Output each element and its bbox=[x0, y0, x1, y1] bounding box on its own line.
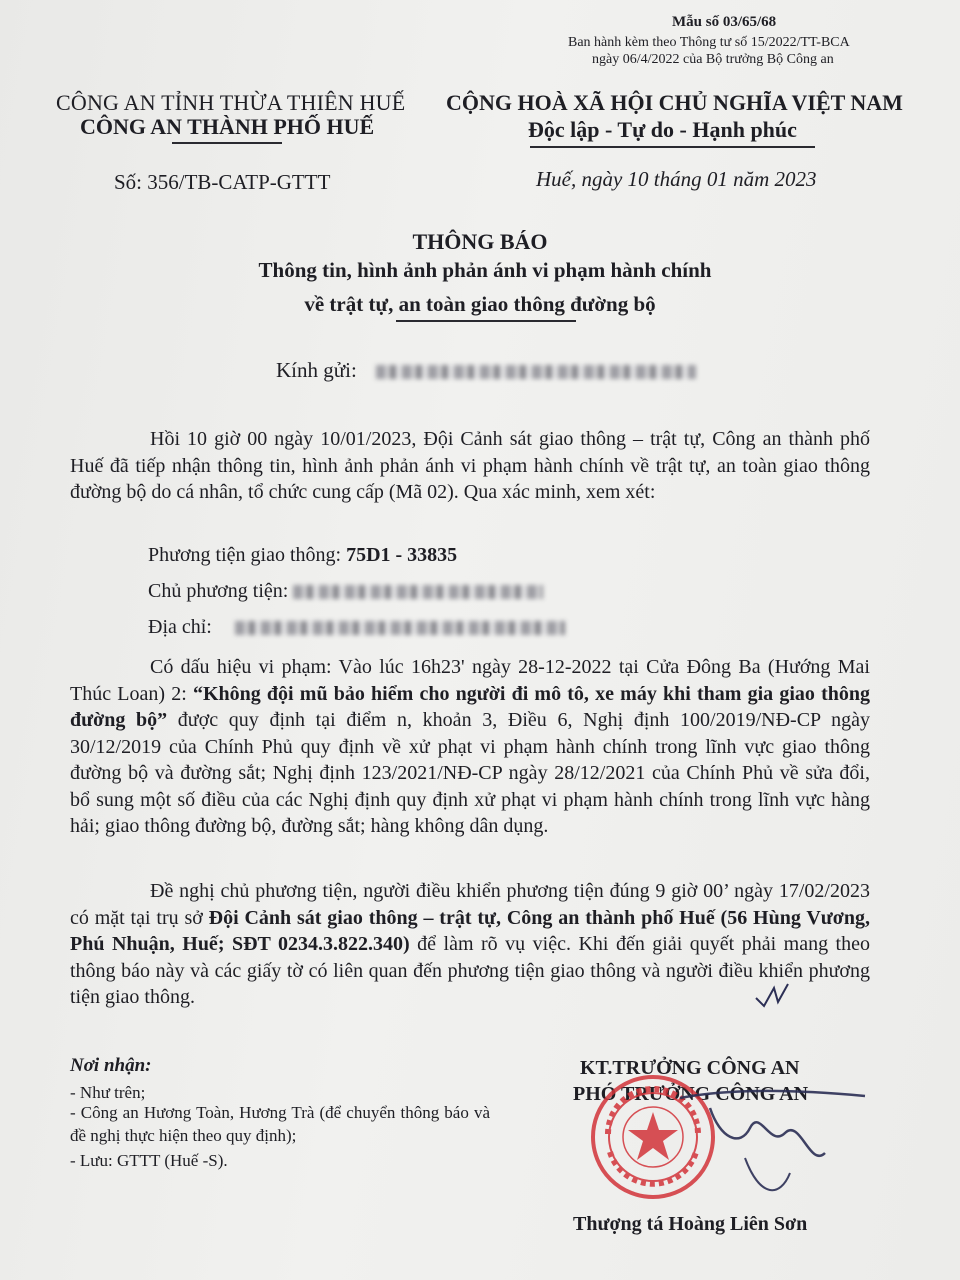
intro-paragraph: Hồi 10 giờ 00 ngày 10/01/2023, Đội Cảnh sát giao thông – trật tự, Công an thành phố Huế đã tiếp nhận thông tin, hình ảnh phản ánh vi phạm hành chính về trật tự, an toàn giao thông đường bộ do cá nhân, tổ chức cung cấp (Mã 02). Qua xác minh, xem xét: bbox=[70, 428, 870, 503]
end-mark-icon bbox=[752, 980, 792, 1010]
signatory-title-line2: PHÓ TRƯỞNG CÔNG AN bbox=[573, 1083, 809, 1105]
owner-label: Chủ phương tiện: bbox=[148, 580, 289, 602]
document-date: Huế, ngày 10 tháng 01 năm 2023 bbox=[536, 167, 817, 191]
document-subtitle-line2: về trật tự, an toàn giao thông đường bộ bbox=[304, 292, 656, 316]
addressee-label: Kính gửi: bbox=[276, 358, 357, 382]
redacted-addressee bbox=[376, 365, 696, 379]
issued-note-line1: Ban hành kèm theo Thông tư số 15/2022/TT-BCA bbox=[568, 35, 850, 50]
form-number: Mẫu số 03/65/68 bbox=[672, 14, 777, 30]
issuing-agency: CÔNG AN THÀNH PHỐ HUẾ bbox=[80, 114, 375, 139]
violation-paragraph bbox=[70, 654, 870, 840]
address-label: Địa chỉ: bbox=[148, 616, 212, 638]
vehicle-plate: 75D1 - 33835 bbox=[346, 544, 458, 566]
agency-underline bbox=[172, 142, 282, 144]
recipient-item: - Như trên; bbox=[70, 1083, 146, 1102]
handwritten-signature-icon bbox=[650, 1078, 880, 1228]
subtitle-underline bbox=[396, 320, 576, 322]
national-title: CỘNG HOÀ XÃ HỘI CHỦ NGHĨA VIỆT NAM bbox=[446, 90, 903, 115]
document-subtitle-line1: Thông tin, hình ảnh phản ánh vi phạm hành chính bbox=[258, 258, 712, 282]
violation-legal-basis: được quy định tại điểm n, khoản 3, Điều 6, Nghị định 100/2019/NĐ-CP ngày 30/12/2019 của Chính Phủ quy định về xử phạt vi phạm hành chính trong lĩnh vực giao thông đường bộ và đường sắt; Nghị định 123/2021/NĐ-CP ngày 28/12/2021 của Chính Phủ về sửa đổi, bổ sung một số điều của các Nghị định quy định xử phạt vi phạm hành chính trong lĩnh vực hàng hải; giao thông đường bộ, đường sắt; hàng không dân dụng. bbox=[70, 709, 870, 837]
request-tail: để làm rõ vụ việc. Khi đến giải quyết phải mang theo thông báo này và các giấy tờ có liên quan đến phương tiện giao thông và người điều khiển phương tiện giao thông. bbox=[70, 933, 870, 1008]
issued-note bbox=[568, 34, 850, 68]
redacted-owner bbox=[293, 585, 543, 599]
document-title: THÔNG BÁO bbox=[412, 229, 548, 254]
request-lead: Đề nghị chủ phương tiện, người điều khiển phương tiện đúng 9 giờ 00’ ngày 17/02/2023 có mặt tại trụ sở bbox=[70, 880, 870, 929]
recipient-item: - Lưu: GTTT (Huế -S). bbox=[70, 1151, 228, 1170]
address-line bbox=[148, 616, 565, 639]
request-paragraph bbox=[70, 878, 870, 1011]
issued-note-line2: ngày 06/4/2022 của Bộ trưởng Bộ Công an bbox=[592, 52, 834, 67]
violation-act: “Không đội mũ bảo hiểm cho người đi mô tô, xe máy khi tham gia giao thông đường bộ” bbox=[70, 682, 870, 731]
vehicle-label: Phương tiện giao thông: bbox=[148, 544, 347, 566]
signatory-title-line1: KT.TRƯỞNG CÔNG AN bbox=[580, 1057, 800, 1079]
redacted-address bbox=[235, 621, 565, 635]
violation-lead: Có dấu hiệu vi phạm: Vào lúc 16h23' ngày 28-12-2022 tại Cửa Đông Ba (Hướng Mai Thúc Loan) 2: bbox=[70, 656, 870, 705]
signer-name: Thượng tá Hoàng Liên Sơn bbox=[573, 1213, 808, 1235]
recipients-label: Nơi nhận: bbox=[70, 1055, 152, 1076]
national-motto: Độc lập - Tự do - Hạnh phúc bbox=[528, 117, 797, 142]
recipient-item: - Công an Hương Toàn, Hương Trà (để chuyển thông báo và đề nghị thực hiện theo quy định); bbox=[70, 1103, 490, 1145]
parent-agency: CÔNG AN TỈNH THỪA THIÊN HUẾ bbox=[56, 90, 406, 115]
owner-line bbox=[148, 580, 543, 603]
request-office: Đội Cảnh sát giao thông – trật tự, Công an thành phố Huế (56 Hùng Vương, Phú Nhuận, Huế; SĐT 0234.3.822.340) bbox=[70, 906, 870, 955]
motto-underline bbox=[530, 146, 815, 148]
document-number: Số: 356/TB-CATP-GTTT bbox=[114, 170, 331, 194]
addressee bbox=[276, 358, 696, 383]
vehicle-line bbox=[148, 544, 457, 567]
